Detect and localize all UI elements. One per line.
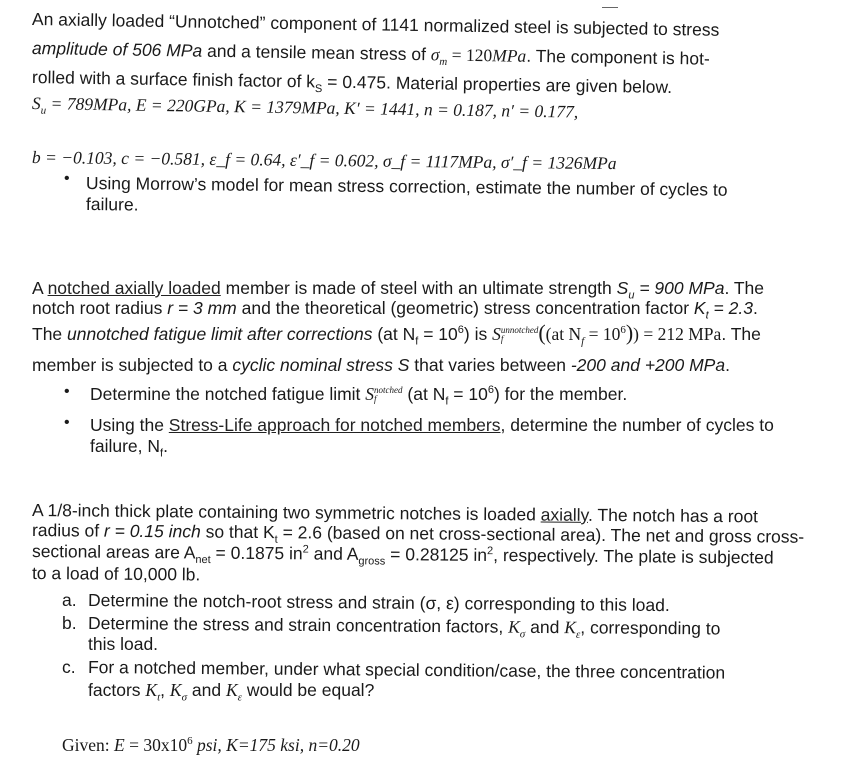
p3-line-3: sectional areas are $A_{net} = 0.1875$ $in^2$ and $A_{gross} = 0.28125$ $in^2$, respectively. The plate is subjected <box>31 541 774 568</box>
p3-item-c-label: c. <box>62 657 76 677</box>
p1-line-5: b = −0.103, c = −0.581, ε_f = 0.64, ε′_f = 0.602, σ_f = 1117MPa, σ′_f = 1326MPa <box>31 147 617 174</box>
p3-item-b-line-1: Determine the stress and strain concentration factors, $K_\sigma$ and $K_\varepsilon$, corresponding to <box>87 613 721 641</box>
p3-line-4: to a load of 10,000 lb. <box>31 563 201 585</box>
p3-item-a: Determine the notch-root stress and strain (σ, ε) corresponding to this load. <box>87 590 670 616</box>
p2-line-2: notch root radius r = 3 mm and the theoretical (geometric) stress concentration factor $K_t = 2.3$. <box>32 298 758 322</box>
p2-bullet-2-line-2: failure, $N_f$. <box>90 436 168 460</box>
p3-item-c-line-1: For a notched member, under what special condition/case, the three concentration <box>87 657 726 683</box>
p1-line-3: rolled with a surface finish factor of $k_S = 0.475$. Material properties are given below. <box>31 67 673 98</box>
p3-given: Given: $E = 30x10^6$ psi, K=175 ksi, n=0.20 <box>62 735 360 755</box>
p1-line-4: $S_u = 789MPa$, E = 220GPa, K = 1379MPa, K′ = 1441, n = 0.187, n′ = 0.177, <box>31 93 579 122</box>
bullet-icon: • <box>64 170 70 187</box>
p2-bullet-1: Determine the notched fatigue limit S notched f (at $N_f = 10^6$) for the member. <box>90 384 628 408</box>
p1-bullet-1-line-1: Using Morrow’s model for mean stress correction, estimate the number of cycles to <box>85 173 728 200</box>
p2-line-1: A notched axially loaded member is made of steel with an ultimate strength $S_u = 900$ MPa. The <box>32 278 765 302</box>
top-rule <box>602 7 618 8</box>
bullet-icon: • <box>64 383 70 400</box>
p3-line-2: radius of r = 0.15 inch so that $K_t = 2.6$ (based on net cross-sectional area). The net and gross cross- <box>31 520 805 547</box>
p3-item-a-label: a. <box>62 590 77 610</box>
p3-item-b-label: b. <box>62 613 77 633</box>
p2-bullet-2-line-1: Using the Stress-Life approach for notched members, determine the number of cycles to <box>90 415 774 435</box>
p2-line-4: member is subjected to a cyclic nominal stress S that varies between -200 and +200 MPa. <box>32 355 730 375</box>
p3-line-1: A 1/8-inch thick plate containing two symmetric notches is loaded axially. The notch has a root <box>31 500 759 527</box>
stress-life-approach-link[interactable]: Stress-Life approach for notched members <box>168 415 501 435</box>
p2-line-3: The unnotched fatigue limit after corrections (at $N_f = 10^6$) is S unnotched f ((at $N_f = 10^6)) = 212$ MPa. The <box>32 320 761 348</box>
p3-item-c-line-2: factors $K_t$, $K_\sigma$ and $K_\varepsilon$ would be equal? <box>88 680 375 704</box>
p1-line-1: An axially loaded “Unnotched” component of 1141 normalized steel is subjected to stress <box>31 9 720 40</box>
axially-link[interactable]: axially <box>540 504 589 525</box>
bullet-icon: • <box>64 414 70 431</box>
p1-line-2: amplitude of 506 MPa and a tensile mean stress of $\sigma_m = 120MPa$. The component is hot- <box>31 38 710 69</box>
p1-bullet-1-line-2: failure. <box>85 194 139 215</box>
notched-axially-loaded-link[interactable]: notched axially loaded <box>47 278 221 298</box>
p3-item-b-line-2: this load. <box>88 634 159 654</box>
